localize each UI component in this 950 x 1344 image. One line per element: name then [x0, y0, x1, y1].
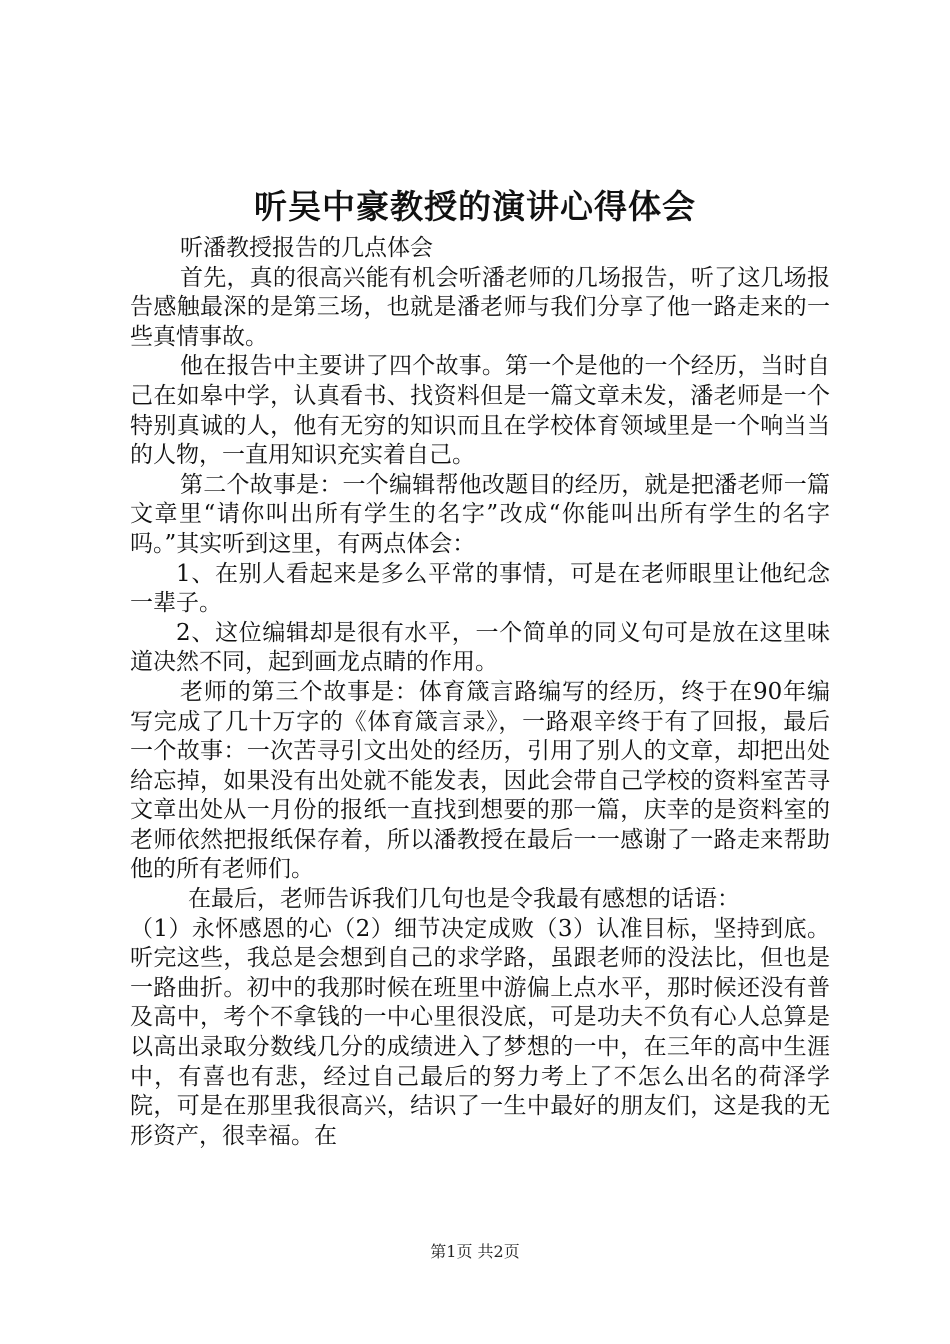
paragraph: 他在报告中主要讲了四个故事。第一个是他的一个经历，当时自己在如皋中学，认真看书、找资料但是一篇文章未发，潘老师是一个特别真诚的人，他有无穷的知识而且在学校体育领域里是一个响当当的人物，一直用知识充实着自己。: [130, 353, 830, 469]
paragraph-point-2: 2、这位编辑却是很有水平，一个简单的同义句可是放在这里味道决然不同，起到画龙点睛的作用。: [130, 619, 830, 676]
page-footer: 第1页 共2页: [430, 1242, 520, 1261]
paragraph: 首先，真的很高兴能有机会听潘老师的几场报告，听了这几场报告感触最深的是第三场，也就是潘老师与我们分享了他一路走来的一些真情事故。: [130, 264, 830, 350]
paragraph: 在最后，老师告诉我们几句也是令我最有感想的话语：: [188, 886, 740, 913]
paragraph-point-1: 1、在别人看起来是多么平常的事情，可是在老师眼里让他纪念一辈子。: [130, 560, 830, 617]
paragraph: （1）永怀感恩的心（2）细节决定成败（3）认准目标，坚持到底。听完这些，我总是会想到自己的求学路，虽跟老师的没法比，但也是一路曲折。初中的我那时候在班里中游偏上点水平，那时候还没有普及高中，考个不拿钱的一中心里很没底，可是功夫不负有心人总算是以高出录取分数线几分的成绩进入了梦想的一中，在三年的高中生涯中，有喜也有悲，经过自己最后的努力考上了不怎么出名的荷泽学院，可是在那里我很高兴，结识了一生中最好的朋友们，这是我的无形资产，很幸福。在: [130, 915, 830, 1149]
paragraph-subtitle: 听潘教授报告的几点体会: [180, 235, 433, 261]
document-title: 听吴中豪教授的演讲心得体会: [254, 187, 696, 226]
paragraph: 老师的第三个故事是：体育箴言路编写的经历，终于在90年编写完成了几十万字的《体育箴言录》，一路艰辛终于有了回报，最后一个故事：一次苦寻引文出处的经历，引用了别人的文章，却把出处给忘掉，如果没有出处就不能发表，因此会带自己学校的资料室苦寻文章出处从一月份的报纸一直找到想要的那一篇，庆幸的是资料室的老师依然把报纸保存着，所以潘教授在最后一一感谢了一路走来帮助他的所有老师们。: [130, 678, 830, 883]
document-body: [130, 234, 830, 1151]
paragraph: 第二个故事是：一个编辑帮他改题目的经历，就是把潘老师一篇文章里“请你叫出所有学生的名字”改成“你能叫出所有学生的名字吗。”其实听到这里，有两点体会：: [130, 471, 830, 557]
